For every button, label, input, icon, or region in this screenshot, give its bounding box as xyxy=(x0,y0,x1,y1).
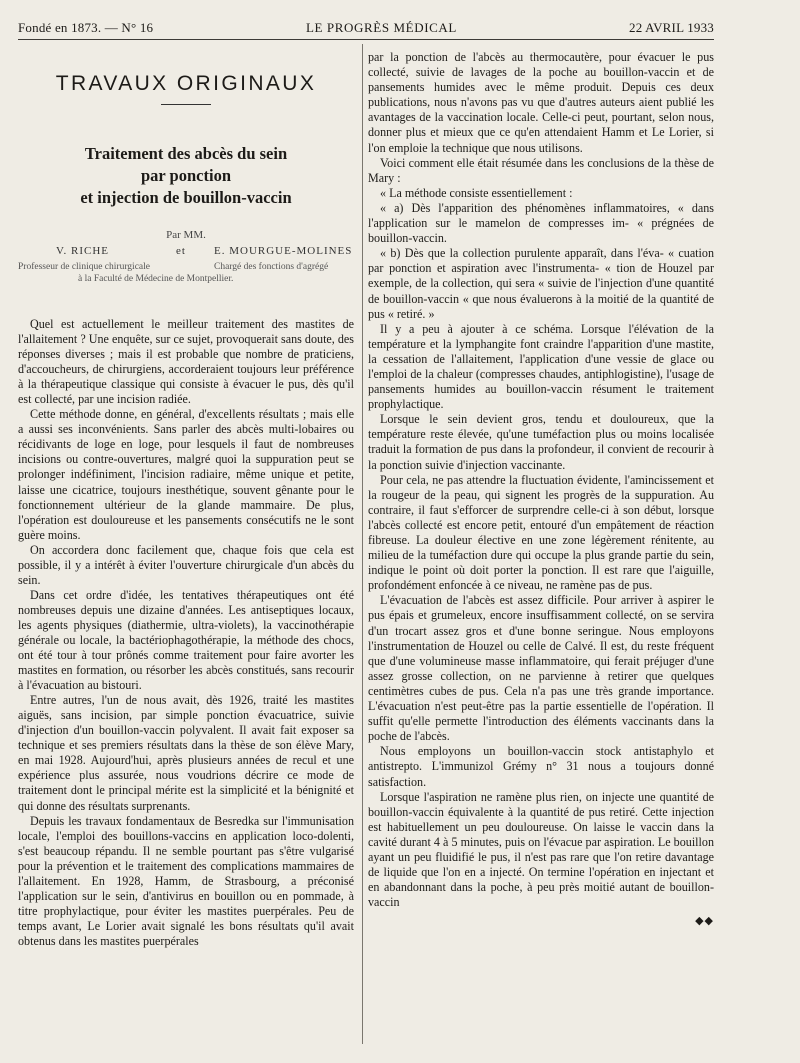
affiliation-mourgue: Chargé des fonctions d'agrégé xyxy=(214,262,329,272)
paragraph: Lorsque l'aspiration ne ramène plus rien, on injecte une quantité de bouillon-vaccin équivalente à la quantité de pus retiré. Cette injection est habituellement un peu douloureuse. On laisse le vaccin dans la cavité durant 4 à 5 minutes, puis on l'évacue par aspiration. Le bouillon ayant un peu fluidifié le pus, il n'est pas rare que l'on retire davantage de liquide que l'on en a injecté. On termine l'opération en injectant et en abandonnant dans la poche, à peu près moitié autant de bouillon-vaccin xyxy=(368,789,714,910)
title-rule xyxy=(161,104,211,105)
quote-paragraph: « a) Dès l'apparition des phénomènes inflammatoires, « dans l'application sur le mamelon de compresses im- « prégnées de bouillon-vaccin. xyxy=(368,200,714,246)
author-conjunction: et xyxy=(176,245,186,257)
paragraph: Quel est actuellement le meilleur traitement des mastites de l'allaitement ? Une enquête, sur ce sujet, provoquerait sans doute, des réponses diverses ; mais il est probable que nombre de praticiens, d'accoucheurs, de chirurgiens, accorderaient toujours leur préférence à la thérapeutique classique qui consiste à évacuer le pus, dès qu'il est collecté, par une incision radiée. xyxy=(18,317,354,407)
quote-paragraph: « b) Dès que la collection purulente apparaît, dans l'éva- « cuation par ponction et aspiration avec l'instrumenta- « tion de Houzel par exemple, de la collection, qui sera « suivie de l'injection d'une quantité de bouillon-vaccin « que nous évaluerons à la moitié de la quantité de pus « retiré. » xyxy=(368,246,714,321)
paragraph: par la ponction de l'abcès au thermocautère, pour évacuer le pus collecté, suivie de lavages de la poche au bouillon-vaccin et de pansements humides avec le même produit. Depuis ces deux publications, nous n'avons pas vu que d'autres auteurs aient publié les avantages de la vaccination locale. Celle-ci peut, pourtant, selon nous, donner plus et mieux que ce qu'en attendaient Hamm et Le Lorier, si l'on emploie la technique que nous utilisons. xyxy=(368,50,714,155)
paragraph: Lorsque le sein devient gros, tendu et douloureux, que la température reste élevée, qu'une tuméfaction plus ou moins localisée traduit la formation de pus dans la profondeur, il convient de recourir à la ponction suivie d'injection vaccinante. xyxy=(368,412,714,472)
right-column xyxy=(368,50,714,1050)
article-title-line: Traitement des abcès du sein xyxy=(84,144,288,163)
article-title-line: par ponction xyxy=(140,166,231,185)
paragraph: Il y a peu à ajouter à ce schéma. Lorsque l'élévation de la température et la lymphangite font craindre l'apparition d'une mastite, la cessation de l'allaitement, l'application d'une vessie de glace ou l'emploi de la chaleur (compresses chaudes, antiphlogistine), l'usage de pansements humides au bouillon-vaccin résument le traitement prophylactique. xyxy=(368,321,714,412)
paragraph: Pour cela, ne pas attendre la fluctuation évidente, l'amincissement et la rougeur de la peau, qui signent les progrès de la suppuration. Au contraire, il faut s'efforcer de surprendre celle-ci à son début, lorsque l'abcès collecté est encore petit, entouré d'un empâtement de réaction fibreuse. La douleur élective en une zone légèrement rénitente, au milieu de la tuméfaction dure qui occupe la plus grande partie du sein, indique le point où doit porter la ponction. Il est rare que l'aiguille, profondément enfoncée à ce niveau, ne ramène pas de pus. xyxy=(368,472,714,593)
paragraph: Dans cet ordre d'idée, les tentatives thérapeutiques ont été nombreuses depuis une dizaine d'années. Les antiseptiques locaux, les agents physiques (diathermie, ultra-violets), la vaccinothérapie générale ou locale, la bactériophagothérapie, la méthode des chocs, ont été tour à tour prônés comme traitement pour faire avorter les mastites en formation, ou résorber les abcès constitués, sans recourir à l'évacuation au bistouri. xyxy=(18,587,354,693)
paragraph: Entre autres, l'un de nous avait, dès 1926, traité les mastites aiguës, sans incision, par simple ponction évacuatrice, suivie d'injection d'un bouillon-vaccin polyvalent. Il avait fait exposer sa technique et ses premiers résultats dans la thèse de son élève Mary, en mai 1928. Aujourd'hui, après plusieurs années de recul et une expérience plus assurée, nous voudrions décrire ce mode de traitement dont le principal mérite est la simplicité et la bénignité et qui donne des résultats surprenants. xyxy=(18,693,354,813)
paragraph: Voici comment elle était résumée dans les conclusions de la thèse de Mary : xyxy=(368,155,714,185)
paragraph: Cette méthode donne, en général, d'excellents résultats ; mais elle a aussi ses inconvénients. Sans parler des abcès multi-lobaires ou récidivants de loge en loge, pour lesquels il faut de nombreuses incisions ou contre-ouvertures, malgré quoi la suppuration peut se prolonger indéfiniment, l'incision radiaire, même unique et petite, laisse une cicatrice, toujours inesthétique, souvent gênante pour le fonctionnement ultérieur de la glande mammaire. De plus, l'opération est douloureuse et les pansements consécutifs ne le sont guère moins. xyxy=(18,407,354,542)
quote-paragraph: « La méthode consiste essentiellement : xyxy=(380,185,573,200)
paragraph: On accordera donc facilement que, chaque fois que cela est possible, il y a intérêt à éviter l'ouverture chirurgicale d'un abcès du sein. xyxy=(18,542,354,587)
paragraph: L'évacuation de l'abcès est assez difficile. Pour arriver à aspirer le pus épais et grumeleux, encore insuffisamment collecté, on se servira d'un trocart assez gros et d'une bonne seringue. Nous employons l'instrumentation de Houzel ou celle de Calvé. Il est, du reste fréquent que d'une volumineuse masse inflammatoire, qui ferait préjuger d'une assez grosse collection, on ne parvienne à retirer que quelques centimètres cubes de pus. Cela n'a pas une très grande importance. L'évacuation n'est peut-être pas la partie essentielle de l'opération. Il suffit qu'elle permette l'introduction des éléments vaccinants dans la poche de l'abcès. xyxy=(368,593,714,744)
byline-par: Par MM. xyxy=(166,229,206,241)
affiliations xyxy=(18,261,354,287)
section-title: TRAVAUX ORIGINAUX xyxy=(55,72,317,95)
header-rule xyxy=(18,39,714,40)
author-mourgue-molines: E. MOURGUE-MOLINES xyxy=(214,245,353,257)
paragraph: Nous employons un bouillon-vaccin stock antistaphylo et antistrepto. L'immunizol Grémy n° 31 nous a toujours donné satisfaction. xyxy=(368,744,714,789)
authors xyxy=(18,245,354,261)
paragraph: Depuis les travaux fondamentaux de Besredka sur l'immunisation locale, l'emploi des bouillons-vaccins en application loco-dolenti, s'est beaucoup répandu. Il ne semble pourtant pas s'être vulgarisé pour la prévention et le traitement des complications mammaires de l'allaitement. En 1928, Hamm, de Strasbourg, a préconisé l'application sur le sein, d'antivirus en bouillon ou en pommade, à titre prophylactique, pour éviter les mastites puerpérales. Peu de temps avant, Le Lorier avait signalé les bons résultats qu'il avait obtenus dans les mastites puerpérales xyxy=(18,813,354,948)
header-date: 22 AVRIL 1933 xyxy=(629,20,714,35)
affiliation-riche: Professeur de clinique chirurgicale xyxy=(18,262,150,272)
end-ornament: ◆◆ xyxy=(695,915,714,928)
affiliation-faculty: à la Faculté de Médecine de Montpellier. xyxy=(78,274,234,284)
article-title-line: et injection de bouillon-vaccin xyxy=(80,188,292,207)
running-header xyxy=(18,20,714,38)
author-riche: V. RICHE xyxy=(56,245,110,257)
header-journal-title: LE PROGRÈS MÉDICAL xyxy=(306,20,457,35)
header-founded: Fondé en 1873. — N° 16 xyxy=(18,20,154,35)
article-title xyxy=(18,143,354,209)
column-divider xyxy=(362,44,363,1044)
left-column xyxy=(18,50,354,1050)
